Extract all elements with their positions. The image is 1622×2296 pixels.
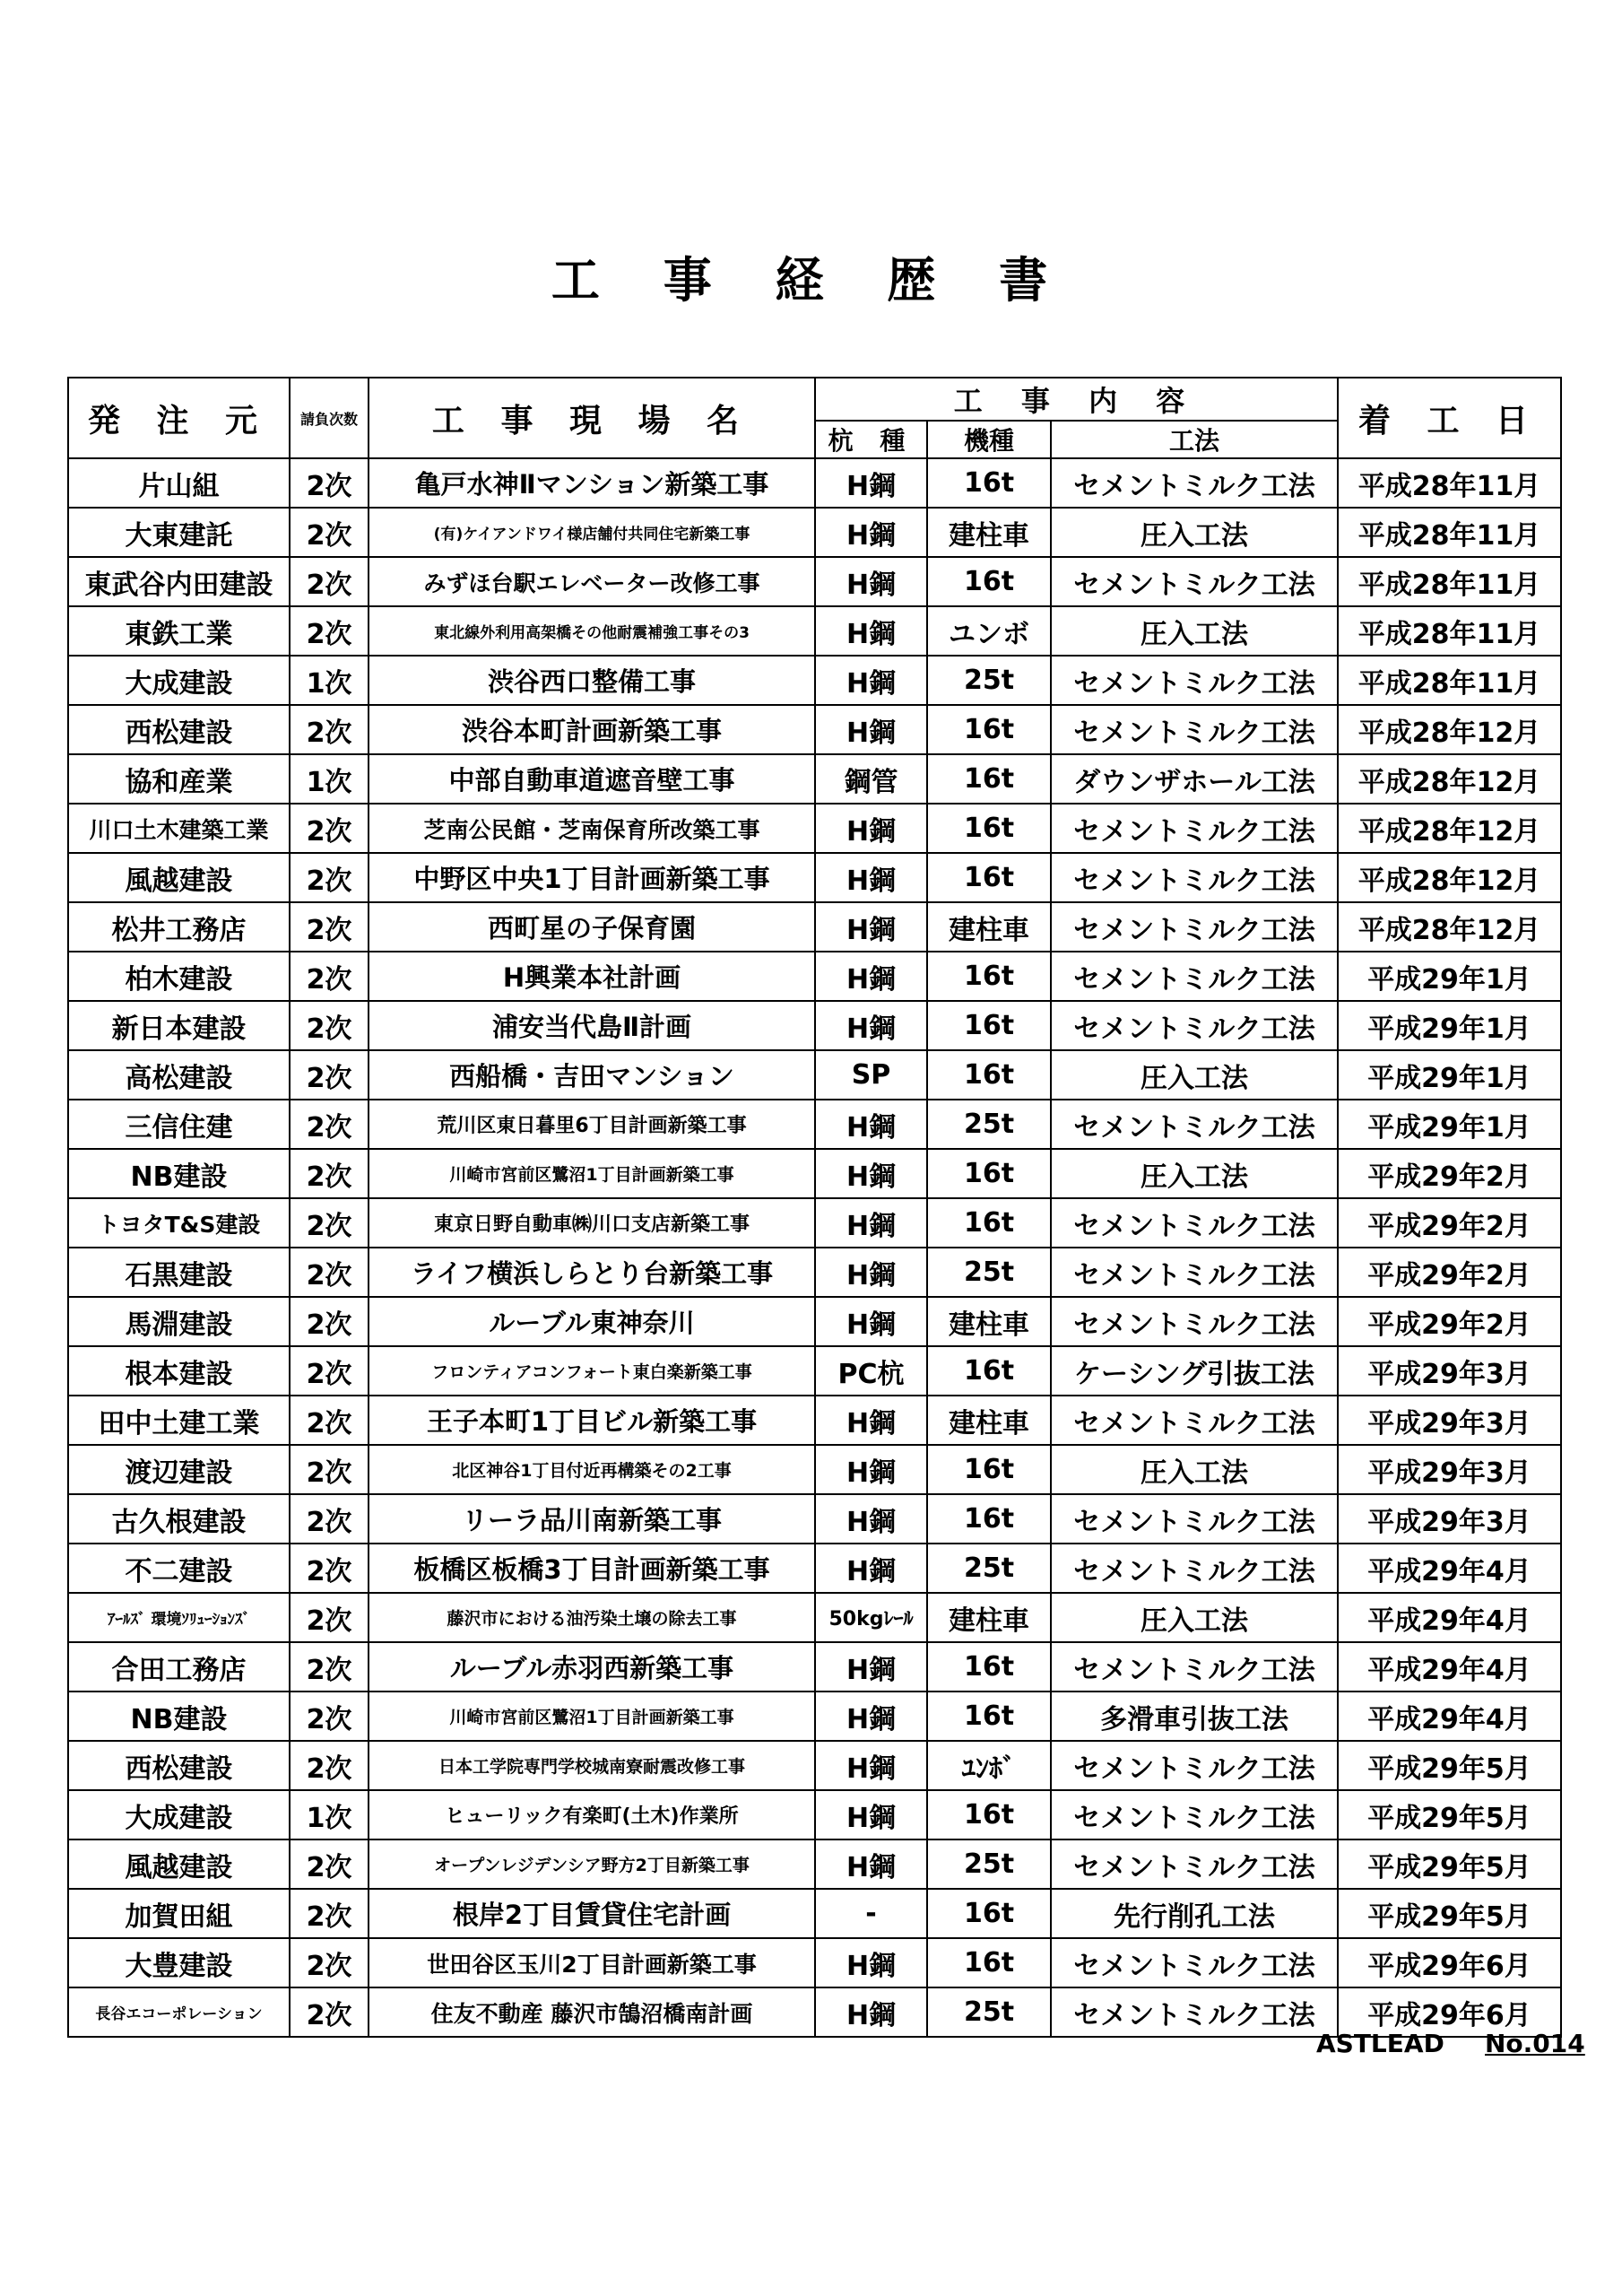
cell-start-date: 平成28年12月 [1338,902,1561,952]
table-row [68,853,1561,902]
cell-method: 先行削孔工法 [1051,1889,1338,1938]
cell-start-date: 平成29年4月 [1338,1544,1561,1593]
cell-method: 圧入工法 [1051,1593,1338,1642]
cell-machine: 25t [927,1839,1051,1889]
header-method: 工法 [1051,421,1338,458]
cell-client: 西松建設 [68,1741,290,1790]
cell-machine: 25t [927,1544,1051,1593]
table-row [68,1593,1561,1642]
cell-start-date: 平成29年2月 [1338,1149,1561,1198]
cell-client: 西松建設 [68,705,290,754]
table-row [68,606,1561,656]
cell-client: 大成建設 [68,656,290,705]
cell-method: 圧入工法 [1051,1050,1338,1100]
cell-contract-level: 2次 [290,557,369,606]
cell-machine: 16t [927,1642,1051,1692]
cell-contract-level: 1次 [290,1790,369,1839]
cell-machine: 建柱車 [927,902,1051,952]
cell-contract-level: 2次 [290,853,369,902]
cell-contract-level: 2次 [290,1741,369,1790]
cell-start-date: 平成28年12月 [1338,754,1561,804]
cell-machine: 25t [927,1248,1051,1297]
cell-method: 圧入工法 [1051,508,1338,557]
cell-machine: 25t [927,1100,1051,1149]
table-row [68,1642,1561,1692]
cell-contract-level: 2次 [290,1642,369,1692]
cell-pile-type: H鋼 [815,1692,927,1741]
cell-contract-level: 2次 [290,1149,369,1198]
table-row [68,804,1561,853]
cell-site-name: 北区神谷1丁目付近再構築その2工事 [369,1445,815,1494]
cell-start-date: 平成29年3月 [1338,1445,1561,1494]
cell-contract-level: 2次 [290,1889,369,1938]
cell-start-date: 平成29年5月 [1338,1889,1561,1938]
cell-pile-type: SP [815,1050,927,1100]
cell-contract-level: 2次 [290,1001,369,1050]
cell-site-name: 世田谷区玉川2丁目計画新築工事 [369,1938,815,1987]
cell-machine: 16t [927,1790,1051,1839]
header-pile-type: 杭 種 [815,421,927,458]
cell-start-date: 平成29年5月 [1338,1790,1561,1839]
cell-site-name: H興業本社計画 [369,952,815,1001]
cell-start-date: 平成29年2月 [1338,1297,1561,1346]
cell-contract-level: 2次 [290,1593,369,1642]
cell-pile-type: 50kgﾚｰﾙ [815,1593,927,1642]
cell-start-date: 平成28年11月 [1338,508,1561,557]
cell-client: 馬淵建設 [68,1297,290,1346]
cell-machine: 16t [927,1346,1051,1396]
cell-client: ｱｰﾙｽﾞ 環境ｿﾘｭｰｼｮﾝｽﾞ [68,1593,290,1642]
cell-method: セメントミルク工法 [1051,1396,1338,1445]
cell-site-name: 渋谷本町計画新築工事 [369,705,815,754]
cell-contract-level: 2次 [290,1839,369,1889]
table-row [68,1149,1561,1198]
cell-method: セメントミルク工法 [1051,1494,1338,1544]
cell-method: セメントミルク工法 [1051,804,1338,853]
cell-method: セメントミルク工法 [1051,1938,1338,1987]
cell-site-name: 根岸2丁目賃貸住宅計画 [369,1889,815,1938]
cell-contract-level: 2次 [290,1987,369,2037]
header-machine: 機種 [927,421,1051,458]
cell-contract-level: 2次 [290,1100,369,1149]
cell-method: セメントミルク工法 [1051,656,1338,705]
cell-machine: 16t [927,705,1051,754]
cell-pile-type: H鋼 [815,1396,927,1445]
cell-pile-type: H鋼 [815,1938,927,1987]
cell-start-date: 平成28年12月 [1338,705,1561,754]
cell-contract-level: 2次 [290,804,369,853]
cell-machine: 建柱車 [927,1297,1051,1346]
cell-pile-type: H鋼 [815,952,927,1001]
header-site-name: 工 事 現 場 名 [369,378,815,458]
cell-start-date: 平成29年2月 [1338,1248,1561,1297]
header-start-date: 着 工 日 [1338,378,1561,458]
table-row [68,656,1561,705]
cell-pile-type: PC杭 [815,1346,927,1396]
cell-pile-type: H鋼 [815,705,927,754]
cell-method: セメントミルク工法 [1051,557,1338,606]
cell-method: ケーシング引抜工法 [1051,1346,1338,1396]
cell-start-date: 平成29年1月 [1338,1100,1561,1149]
cell-machine: 16t [927,1692,1051,1741]
cell-site-name: 芝南公民館・芝南保育所改築工事 [369,804,815,853]
cell-client: 長谷エコーポレーション [68,1987,290,2037]
cell-machine: 16t [927,1494,1051,1544]
cell-contract-level: 2次 [290,1297,369,1346]
cell-contract-level: 2次 [290,606,369,656]
cell-method: セメントミルク工法 [1051,1741,1338,1790]
cell-pile-type: H鋼 [815,1839,927,1889]
cell-start-date: 平成29年2月 [1338,1198,1561,1248]
cell-machine: 16t [927,1149,1051,1198]
cell-method: 圧入工法 [1051,606,1338,656]
cell-site-name: ルーブル東神奈川 [369,1297,815,1346]
cell-pile-type: H鋼 [815,557,927,606]
cell-client: 大豊建設 [68,1938,290,1987]
cell-pile-type: H鋼 [815,1642,927,1692]
cell-site-name: 川崎市宮前区鷺沼1丁目計画新築工事 [369,1149,815,1198]
cell-machine: 25t [927,656,1051,705]
cell-machine: 25t [927,1987,1051,2037]
cell-start-date: 平成29年1月 [1338,952,1561,1001]
cell-machine: 16t [927,557,1051,606]
cell-site-name: オープンレジデンシア野方2丁目新築工事 [369,1839,815,1889]
cell-pile-type: H鋼 [815,1297,927,1346]
cell-site-name: 日本工学院専門学校城南寮耐震改修工事 [369,1741,815,1790]
cell-start-date: 平成29年4月 [1338,1692,1561,1741]
cell-start-date: 平成29年4月 [1338,1593,1561,1642]
cell-start-date: 平成28年11月 [1338,606,1561,656]
cell-machine: 16t [927,1001,1051,1050]
cell-machine: 16t [927,1445,1051,1494]
cell-method: セメントミルク工法 [1051,458,1338,508]
page-title: 工 事 経 歴 書 [551,252,1071,309]
table-row [68,1889,1561,1938]
cell-client: 片山組 [68,458,290,508]
cell-contract-level: 1次 [290,754,369,804]
cell-method: セメントミルク工法 [1051,902,1338,952]
header-work-content: 工 事 内 容 [815,378,1338,421]
cell-site-name: ルーブル赤羽西新築工事 [369,1642,815,1692]
cell-site-name: 渋谷西口整備工事 [369,656,815,705]
cell-method: 圧入工法 [1051,1445,1338,1494]
table-row [68,1692,1561,1741]
cell-start-date: 平成28年11月 [1338,557,1561,606]
cell-site-name: 王子本町1丁目ビル新築工事 [369,1396,815,1445]
cell-contract-level: 2次 [290,1938,369,1987]
cell-site-name: ライフ横浜しらとり台新築工事 [369,1248,815,1297]
cell-machine: 16t [927,804,1051,853]
cell-client: 不二建設 [68,1544,290,1593]
cell-pile-type: H鋼 [815,1198,927,1248]
cell-client: 古久根建設 [68,1494,290,1544]
table-row [68,458,1561,508]
cell-contract-level: 2次 [290,1198,369,1248]
cell-method: セメントミルク工法 [1051,1544,1338,1593]
cell-pile-type: H鋼 [815,1445,927,1494]
cell-client: 渡辺建設 [68,1445,290,1494]
cell-site-name: 板橋区板橋3丁目計画新築工事 [369,1544,815,1593]
cell-method: セメントミルク工法 [1051,1642,1338,1692]
footer-company: ASTLEAD [1316,2029,1444,2058]
cell-site-name: 川崎市宮前区鷺沼1丁目計画新築工事 [369,1692,815,1741]
cell-client: 東武谷内田建設 [68,557,290,606]
cell-contract-level: 2次 [290,1445,369,1494]
cell-start-date: 平成29年3月 [1338,1346,1561,1396]
cell-site-name: 荒川区東日暮里6丁目計画新築工事 [369,1100,815,1149]
cell-method: 多滑車引抜工法 [1051,1692,1338,1741]
work-history-table [67,377,1562,2038]
cell-pile-type: H鋼 [815,853,927,902]
cell-site-name: ヒューリック有楽町(土木)作業所 [369,1790,815,1839]
cell-pile-type: H鋼 [815,508,927,557]
cell-method: 圧入工法 [1051,1149,1338,1198]
cell-start-date: 平成29年3月 [1338,1396,1561,1445]
table-row [68,902,1561,952]
cell-start-date: 平成29年1月 [1338,1050,1561,1100]
cell-site-name: リーラ品川南新築工事 [369,1494,815,1544]
cell-pile-type: H鋼 [815,1987,927,2037]
cell-pile-type: H鋼 [815,1741,927,1790]
cell-contract-level: 2次 [290,1544,369,1593]
cell-start-date: 平成28年11月 [1338,656,1561,705]
cell-site-name: (有)ケイアンドワイ様店舗付共同住宅新築工事 [369,508,815,557]
cell-contract-level: 1次 [290,656,369,705]
cell-method: セメントミルク工法 [1051,1839,1338,1889]
cell-pile-type: H鋼 [815,1001,927,1050]
cell-client: 石黒建設 [68,1248,290,1297]
cell-site-name: 西町星の子保育園 [369,902,815,952]
cell-machine: ユンボ [927,606,1051,656]
table-row [68,1790,1561,1839]
cell-machine: 16t [927,458,1051,508]
cell-method: セメントミルク工法 [1051,1297,1338,1346]
cell-site-name: 東北線外利用高架橋その他耐震補強工事その3 [369,606,815,656]
cell-method: セメントミルク工法 [1051,1100,1338,1149]
table-row [68,1494,1561,1544]
cell-start-date: 平成28年11月 [1338,458,1561,508]
cell-machine: 16t [927,853,1051,902]
cell-contract-level: 2次 [290,1248,369,1297]
cell-method: セメントミルク工法 [1051,1987,1338,2037]
cell-site-name: みずほ台駅エレベーター改修工事 [369,557,815,606]
cell-start-date: 平成29年6月 [1338,1987,1561,2037]
cell-machine: 16t [927,1198,1051,1248]
table-row [68,1001,1561,1050]
cell-method: セメントミルク工法 [1051,1198,1338,1248]
cell-site-name: 浦安当代島Ⅱ計画 [369,1001,815,1050]
cell-site-name: フロンティアコンフォート東白楽新築工事 [369,1346,815,1396]
cell-contract-level: 2次 [290,1050,369,1100]
cell-client: 合田工務店 [68,1642,290,1692]
cell-method: セメントミルク工法 [1051,853,1338,902]
table-row [68,1346,1561,1396]
cell-start-date: 平成29年1月 [1338,1001,1561,1050]
table-row [68,1396,1561,1445]
table-row [68,557,1561,606]
cell-method: セメントミルク工法 [1051,705,1338,754]
table-row [68,1544,1561,1593]
cell-pile-type: 鋼管 [815,754,927,804]
cell-pile-type: H鋼 [815,1544,927,1593]
table-row [68,1839,1561,1889]
cell-client: 田中土建工業 [68,1396,290,1445]
header-contract-level: 請負次数 [290,378,369,458]
cell-start-date: 平成29年6月 [1338,1938,1561,1987]
cell-site-name: 藤沢市における油汚染土壌の除去工事 [369,1593,815,1642]
cell-machine: 16t [927,952,1051,1001]
cell-client: 高松建設 [68,1050,290,1100]
table-row [68,1050,1561,1100]
cell-contract-level: 2次 [290,1346,369,1396]
cell-client: 大東建託 [68,508,290,557]
cell-client: 大成建設 [68,1790,290,1839]
cell-machine: ﾕﾝﾎﾞ [927,1741,1051,1790]
table-row [68,705,1561,754]
cell-client: 根本建設 [68,1346,290,1396]
table-row [68,508,1561,557]
table-row [68,952,1561,1001]
table-row [68,1445,1561,1494]
cell-client: 風越建設 [68,1839,290,1889]
cell-start-date: 平成28年12月 [1338,804,1561,853]
cell-contract-level: 2次 [290,705,369,754]
cell-client: 松井工務店 [68,902,290,952]
cell-method: セメントミルク工法 [1051,1790,1338,1839]
table-row [68,1741,1561,1790]
cell-start-date: 平成29年5月 [1338,1839,1561,1889]
cell-client: 三信住建 [68,1100,290,1149]
cell-contract-level: 2次 [290,1396,369,1445]
cell-method: セメントミルク工法 [1051,1001,1338,1050]
cell-client: NB建設 [68,1149,290,1198]
cell-contract-level: 2次 [290,1494,369,1544]
cell-pile-type: H鋼 [815,656,927,705]
cell-start-date: 平成29年5月 [1338,1741,1561,1790]
cell-site-name: 亀戸水神Ⅱマンション新築工事 [369,458,815,508]
cell-method: ダウンザホール工法 [1051,754,1338,804]
cell-client: 川口土木建築工業 [68,804,290,853]
cell-client: 新日本建設 [68,1001,290,1050]
cell-pile-type: H鋼 [815,1248,927,1297]
cell-site-name: 中部自動車道遮音壁工事 [369,754,815,804]
cell-site-name: 東京日野自動車㈱川口支店新築工事 [369,1198,815,1248]
table-row [68,1297,1561,1346]
cell-start-date: 平成29年4月 [1338,1642,1561,1692]
footer-page-number: No.014 [1485,2029,1585,2058]
cell-site-name: 中野区中央1丁目計画新築工事 [369,853,815,902]
cell-pile-type: H鋼 [815,804,927,853]
table-body [68,458,1561,2037]
cell-method: セメントミルク工法 [1051,1248,1338,1297]
table-row [68,1198,1561,1248]
cell-machine: 建柱車 [927,1593,1051,1642]
cell-contract-level: 2次 [290,1692,369,1741]
table-row [68,1248,1561,1297]
cell-pile-type: H鋼 [815,1100,927,1149]
cell-machine: 建柱車 [927,508,1051,557]
cell-contract-level: 2次 [290,902,369,952]
cell-pile-type: H鋼 [815,458,927,508]
cell-contract-level: 2次 [290,952,369,1001]
header-row [68,378,1561,421]
cell-machine: 16t [927,754,1051,804]
cell-machine: 16t [927,1889,1051,1938]
cell-client: 加賀田組 [68,1889,290,1938]
cell-pile-type: H鋼 [815,1790,927,1839]
cell-pile-type: H鋼 [815,1149,927,1198]
cell-pile-type: - [815,1889,927,1938]
cell-start-date: 平成29年3月 [1338,1494,1561,1544]
cell-client: 協和産業 [68,754,290,804]
cell-start-date: 平成28年12月 [1338,853,1561,902]
cell-client: 東鉄工業 [68,606,290,656]
cell-contract-level: 2次 [290,508,369,557]
table-row [68,1100,1561,1149]
table-row [68,1938,1561,1987]
header-client: 発 注 元 [68,378,290,458]
cell-method: セメントミルク工法 [1051,952,1338,1001]
cell-machine: 建柱車 [927,1396,1051,1445]
cell-pile-type: H鋼 [815,1494,927,1544]
cell-site-name: 西船橋・吉田マンション [369,1050,815,1100]
cell-client: 風越建設 [68,853,290,902]
cell-client: トヨタT&S建設 [68,1198,290,1248]
table-row [68,754,1561,804]
cell-client: 柏木建設 [68,952,290,1001]
cell-machine: 16t [927,1938,1051,1987]
cell-pile-type: H鋼 [815,902,927,952]
cell-contract-level: 2次 [290,458,369,508]
cell-site-name: 住友不動産 藤沢市鵠沼橋南計画 [369,1987,815,2037]
cell-client: NB建設 [68,1692,290,1741]
cell-pile-type: H鋼 [815,606,927,656]
cell-machine: 16t [927,1050,1051,1100]
